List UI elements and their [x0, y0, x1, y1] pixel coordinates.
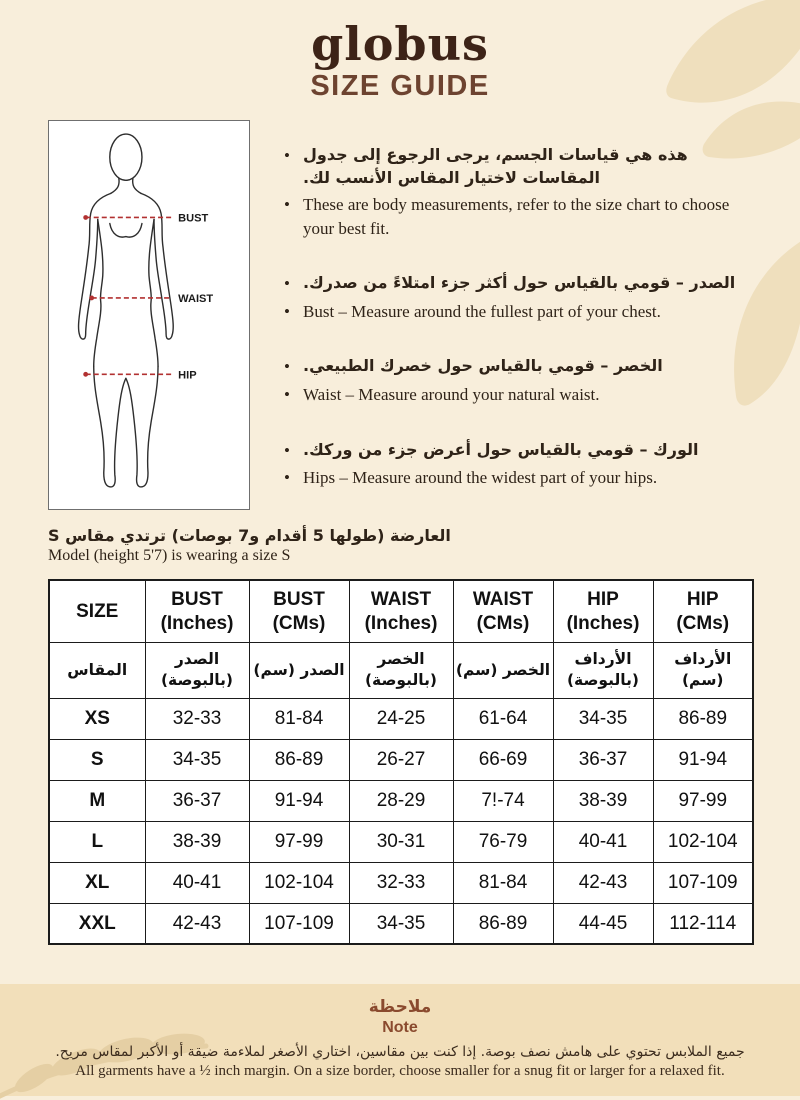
measurement-value: 86-89 [249, 739, 349, 780]
table-row-m [49, 780, 753, 821]
table-row-xl [49, 862, 753, 903]
brand-logo: globus [311, 17, 489, 71]
header-cell-waist-inches: WAIST (Inches) [349, 580, 453, 642]
measurement-value: 24-25 [349, 698, 453, 739]
measurement-value: 42-43 [145, 903, 249, 944]
model-note-arabic: العارضة (طولها 5 أقدام و7 بوصات) ترتدي مقاس S [48, 526, 451, 546]
waist-label: WAIST [178, 293, 214, 306]
measurement-value: 42-43 [553, 862, 653, 903]
body-diagram [53, 127, 245, 503]
measurement-value: 38-39 [553, 780, 653, 821]
measurement-value: 107-109 [653, 862, 753, 903]
header-cell-size-ar: المقاس [49, 642, 145, 698]
measurement-value: 97-99 [249, 821, 349, 862]
model-note-english: Model (height 5'7) is wearing a size S [48, 547, 291, 565]
measurement-value: 34-35 [553, 698, 653, 739]
table-row-l [49, 821, 753, 862]
header-cell-waist-cms: WAIST (CMs) [453, 580, 553, 642]
measurement-value: 66-69 [453, 739, 553, 780]
note-body-arabic: جميع الملابس تحتوي على هامش نصف بوصة. إذا كنت بين مقاسين، اختاري الأصغر لملاءمة ضيقة أو الأكبر لمقاس مريح. [55, 1044, 745, 1060]
instruction-english: Hips – Measure around the widest part of your hips. [303, 468, 658, 488]
measurement-value: 26-27 [349, 739, 453, 780]
measurement-value: 81-84 [453, 862, 553, 903]
measurement-value: 107-109 [249, 903, 349, 944]
measurement-value: 81-84 [249, 698, 349, 739]
header-cell-size: SIZE [49, 580, 145, 642]
body-outline [79, 134, 174, 487]
bullet-icon [284, 439, 303, 464]
header-cell-bust-inches-ar: الصدر (بالبوصة) [145, 642, 249, 698]
header-cell-hip-cms-ar: الأرداف (سم) [653, 642, 753, 698]
measurement-value: 112-114 [653, 903, 753, 944]
measurement-value: 32-33 [145, 698, 249, 739]
measurement-value: 91-94 [249, 780, 349, 821]
note-body-english: All garments have a ½ inch margin. On a size border, choose smaller for a snug fit or larger for a relaxed fit. [75, 1063, 725, 1079]
instruction-english: Waist – Measure around your natural waist. [303, 384, 600, 404]
measurement-value: 86-89 [653, 698, 753, 739]
instruction-group-waist [284, 355, 752, 407]
instruction-group-bust [284, 272, 752, 324]
measurement-value: 40-41 [553, 821, 653, 862]
measure-line-dots [83, 215, 94, 377]
header-cell-hip-inches: HIP (Inches) [553, 580, 653, 642]
measurement-value: 34-35 [349, 903, 453, 944]
measurement-value: 38-39 [145, 821, 249, 862]
measurement-value: 32-33 [349, 862, 453, 903]
instruction-english: Bust – Measure around the fullest part of your chest. [303, 301, 661, 321]
measurement-value: 86-89 [453, 903, 553, 944]
measurement-value: 76-79 [453, 821, 553, 862]
measurement-value: 91-94 [653, 739, 753, 780]
header-cell-hip-cms: HIP (CMs) [653, 580, 753, 642]
size-value: XL [49, 862, 145, 903]
size-value: S [49, 739, 145, 780]
bust-label: BUST [178, 212, 209, 225]
instruction-list [250, 120, 752, 510]
measurement-section [0, 103, 800, 510]
size-chart-table [48, 579, 754, 945]
table-row-s [49, 739, 753, 780]
measurement-value: 102-104 [653, 821, 753, 862]
measurement-value: 40-41 [145, 862, 249, 903]
bullet-icon [284, 300, 303, 325]
hip-label: HIP [178, 369, 197, 382]
bullet-icon [284, 193, 303, 241]
header-cell-bust-cms: BUST (CMs) [249, 580, 349, 642]
measurement-value: 7!-74 [453, 780, 553, 821]
note-title-english: Note [382, 1019, 418, 1036]
note-band [0, 984, 800, 1096]
header-cell-hip-inches-ar: الأرداف (بالبوصة) [553, 642, 653, 698]
size-value: XXL [49, 903, 145, 944]
measurement-value: 97-99 [653, 780, 753, 821]
size-value: M [49, 780, 145, 821]
table-row-xxl [49, 903, 753, 944]
measurement-value: 28-29 [349, 780, 453, 821]
measurement-value: 36-37 [553, 739, 653, 780]
header-cell-bust-inches: BUST (Inches) [145, 580, 249, 642]
header-cell-bust-cms-ar: الصدر (سم) [249, 642, 349, 698]
measure-lines [86, 218, 172, 375]
measurement-value: 61-64 [453, 698, 553, 739]
note-title-arabic: ملاحظة [368, 997, 432, 1017]
measurement-value: 36-37 [145, 780, 249, 821]
instruction-group-overview [284, 144, 752, 241]
bullet-icon [284, 355, 303, 380]
body-diagram-box [48, 120, 250, 510]
table-row-xs [49, 698, 753, 739]
instruction-arabic: الورك – قومي بالقياس حول أعرض جزء من وركك. [303, 439, 699, 459]
bullet-icon [284, 383, 303, 408]
measurement-value: 34-35 [145, 739, 249, 780]
instruction-english: These are body measurements, refer to the size chart to choose your best fit. [303, 194, 730, 238]
page-title: SIZE GUIDE [310, 70, 490, 103]
header-cell-waist-cms-ar: الخصر (سم) [453, 642, 553, 698]
instruction-group-hip [284, 439, 752, 491]
instruction-arabic: هذه هي قياسات الجسم، يرجى الرجوع إلى جدول المقاسات لاختيار المقاس الأنسب لك. [303, 145, 688, 188]
size-value: L [49, 821, 145, 862]
bullet-icon [284, 272, 303, 297]
model-note [0, 510, 800, 565]
instruction-arabic: الصدر – قومي بالقياس حول أكثر جزء امتلاءً من صدرك. [303, 272, 736, 292]
measurement-value: 102-104 [249, 862, 349, 903]
size-value: XS [49, 698, 145, 739]
instruction-arabic: الخصر – قومي بالقياس حول خصرك الطبيعي. [303, 356, 663, 376]
bullet-icon [284, 466, 303, 491]
bullet-icon [284, 144, 303, 189]
measurement-value: 30-31 [349, 821, 453, 862]
measurement-value: 44-45 [553, 903, 653, 944]
table-header-english [49, 580, 753, 642]
header-cell-waist-inches-ar: الخصر (بالبوصة) [349, 642, 453, 698]
table-header-arabic [49, 642, 753, 698]
